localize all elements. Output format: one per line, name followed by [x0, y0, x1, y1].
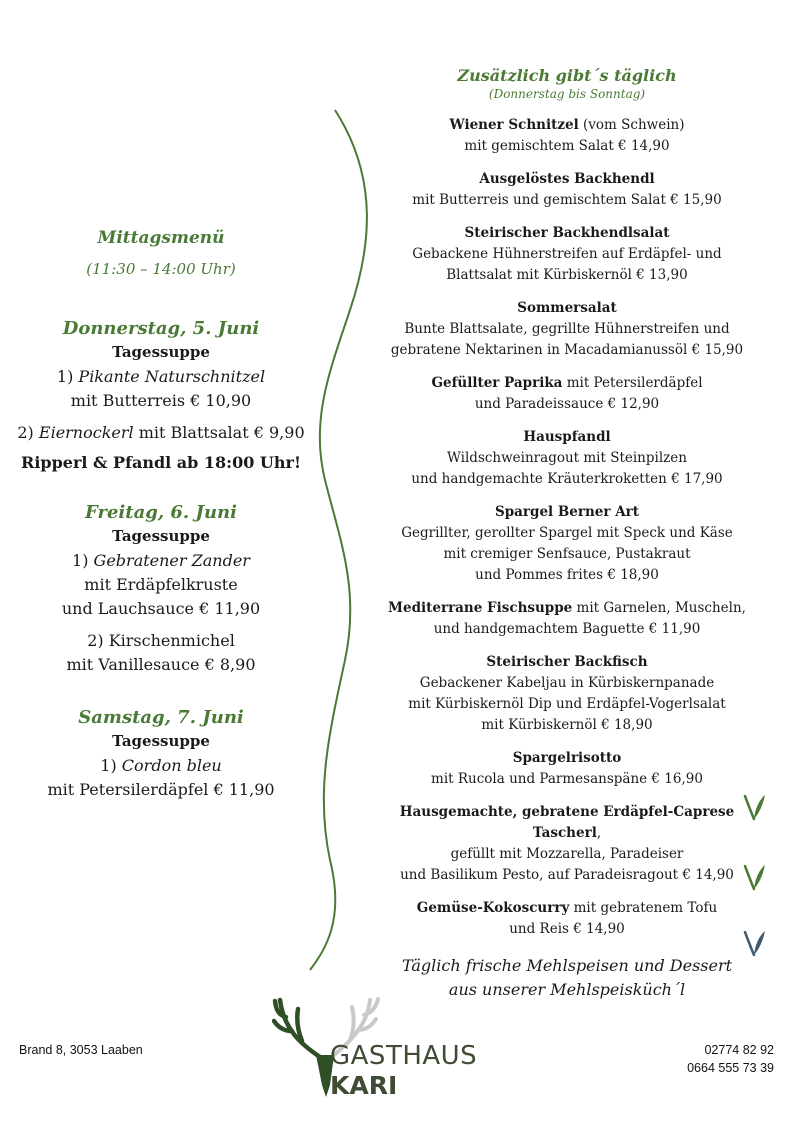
menu-item-line: gefüllt mit Mozzarella, Paradeiser	[450, 846, 684, 862]
day-dish	[15, 629, 307, 677]
menu-item-line: und Basilikum Pesto, auf Paradeisragout € 14,90	[400, 867, 734, 883]
dish-detail: mit Erdäpfelkruste	[84, 575, 238, 594]
lunch-menu-title: Mittagsmenü	[97, 228, 225, 248]
menu-item	[378, 898, 756, 940]
day-soup: Tagessuppe	[112, 343, 210, 361]
dish-detail: mit Vanillesauce € 8,90	[66, 655, 256, 674]
menu-item-name-suffix: ,	[596, 825, 602, 841]
menu-item-line: gebratene Nektarinen in Macadamianussöl € 15,90	[390, 342, 744, 358]
dish-name: Gebratener Zander	[93, 551, 250, 570]
menu-item-line: mit cremiger Senfsauce, Pustakraut	[443, 546, 691, 562]
menu-item-line: mit gemischtem Salat € 14,90	[464, 138, 670, 154]
menu-item-name: Wiener Schnitzel	[449, 117, 579, 133]
menu-item	[378, 427, 756, 490]
gasthaus-kari-logo	[272, 985, 497, 1105]
menu-item-name-suffix: (vom Schwein)	[578, 117, 685, 133]
menu-item-line: Gebackene Hühnerstreifen auf Erdäpfel- und	[412, 246, 722, 262]
dish-detail: und Lauchsauce € 11,90	[61, 599, 261, 618]
day-saturday	[15, 707, 307, 802]
menu-item-line: und Paradeissauce € 12,90	[474, 396, 660, 412]
menu-item-name: Mediterrane Fischsuppe	[388, 600, 573, 616]
menu-item-line: mit Kürbiskernöl Dip und Erdäpfel-Vogerlsalat	[408, 696, 726, 712]
dish-name: 2) Kirschenmichel	[87, 631, 235, 650]
menu-item-name-suffix: mit Petersilerdäpfel	[562, 375, 703, 391]
phone-mobile: 0664 555 73 39	[687, 1061, 774, 1075]
menu-item-name: Spargelrisotto	[512, 750, 622, 766]
day-dish	[15, 421, 307, 445]
menu-item-line: Bunte Blattsalate, gegrillte Hühnerstreifen und	[404, 321, 730, 337]
daily-menu-heading: Zusätzlich gibt´s täglich	[457, 66, 677, 85]
menu-item	[378, 652, 756, 736]
menu-item	[378, 223, 756, 286]
menu-item-line: Wildschweinragout mit Steinpilzen	[447, 450, 687, 466]
menu-item-line: Blattsalat mit Kürbiskernöl € 13,90	[446, 267, 688, 283]
menu-item-line: und Pommes frites € 18,90	[475, 567, 659, 583]
menu-item-name: Hausgemachte, gebratene Erdäpfel-Caprese Tascherl	[399, 804, 735, 841]
dish-number: 1)	[72, 551, 94, 570]
evening-special: Ripperl & Pfandl ab 18:00 Uhr!	[21, 453, 301, 472]
menu-item-name: Gefüllter Paprika	[431, 375, 563, 391]
menu-item-line: Gegrillter, gerollter Spargel mit Speck und Käse	[401, 525, 733, 541]
menu-item-name: Gemüse-Kokoscurry	[416, 900, 570, 916]
menu-item	[378, 598, 756, 640]
lunch-menu	[15, 228, 307, 802]
day-dish	[15, 549, 307, 621]
day-title: Donnerstag, 5. Juni	[62, 318, 260, 339]
phone-numbers	[687, 1041, 774, 1077]
menu-item-name: Sommersalat	[517, 300, 617, 316]
day-title: Freitag, 6. Juni	[85, 502, 237, 523]
vegetarian-leaf-icon	[741, 792, 767, 822]
dish-name: Cordon bleu	[121, 756, 222, 775]
menu-item-line: Gebackener Kabeljau in Kürbiskernpanade	[419, 675, 715, 691]
menu-item	[378, 748, 756, 790]
menu-item-line: mit Butterreis und gemischtem Salat € 15,90	[412, 192, 722, 208]
phone-landline: 02774 82 92	[704, 1043, 774, 1057]
menu-item-name: Ausgelöstes Backhendl	[479, 171, 655, 187]
dish-detail: mit Petersilerdäpfel € 11,90	[47, 780, 275, 799]
dish-number: 1)	[56, 367, 79, 386]
menu-item-line: und handgemachte Kräuterkroketten € 17,90	[411, 471, 723, 487]
menu-item-line: und Reis € 14,90	[509, 921, 625, 937]
closing-line: Täglich frische Mehlspeisen und Dessert	[401, 956, 733, 975]
menu-item	[378, 115, 756, 157]
logo-line1: GASTHAUS	[330, 1041, 478, 1071]
menu-item	[378, 298, 756, 361]
dish-number: 1)	[100, 756, 122, 775]
dish-name: Eiernockerl	[38, 423, 134, 442]
menu-item-name-suffix: mit Garnelen, Muscheln,	[572, 600, 746, 616]
lunch-menu-hours: (11:30 – 14:00 Uhr)	[86, 260, 236, 278]
day-dish	[15, 754, 307, 802]
vegan-leaf-icon	[741, 928, 767, 958]
address: Brand 8, 3053 Laaben	[19, 1043, 143, 1057]
menu-item	[378, 502, 756, 586]
dish-name: Pikante Naturschnitzel	[78, 367, 266, 386]
daily-menu-subheading: (Donnerstag bis Sonntag)	[488, 87, 646, 101]
menu-item	[378, 802, 756, 886]
day-friday	[15, 502, 307, 677]
menu-item-line: und handgemachtem Baguette € 11,90	[433, 621, 701, 637]
dish-detail: mit Blattsalat € 9,90	[133, 423, 305, 442]
menu-item-line: mit Kürbiskernöl € 18,90	[481, 717, 653, 733]
day-title: Samstag, 7. Juni	[78, 707, 244, 728]
dish-number: 2)	[17, 423, 39, 442]
closing-line: aus unserer Mehlspeisküch´l	[448, 980, 686, 999]
day-soup: Tagessuppe	[112, 732, 210, 750]
logo-line2: KARI	[330, 1071, 398, 1100]
menu-item-name: Steirischer Backhendlsalat	[464, 225, 670, 241]
day-dish	[15, 365, 307, 413]
menu-item-name: Steirischer Backfisch	[486, 654, 648, 670]
menu-item-name: Spargel Berner Art	[494, 504, 640, 520]
menu-item	[378, 373, 756, 415]
daily-menu	[378, 66, 756, 1002]
menu-item-line: mit Rucola und Parmesanspäne € 16,90	[431, 771, 703, 787]
day-thursday	[15, 318, 307, 472]
menu-item-name: Hauspfandl	[523, 429, 611, 445]
day-soup: Tagessuppe	[112, 527, 210, 545]
dish-detail: mit Butterreis € 10,90	[70, 391, 252, 410]
menu-item	[378, 169, 756, 211]
menu-item-name-suffix: mit gebratenem Tofu	[569, 900, 718, 916]
vegetarian-leaf-icon	[741, 862, 767, 892]
